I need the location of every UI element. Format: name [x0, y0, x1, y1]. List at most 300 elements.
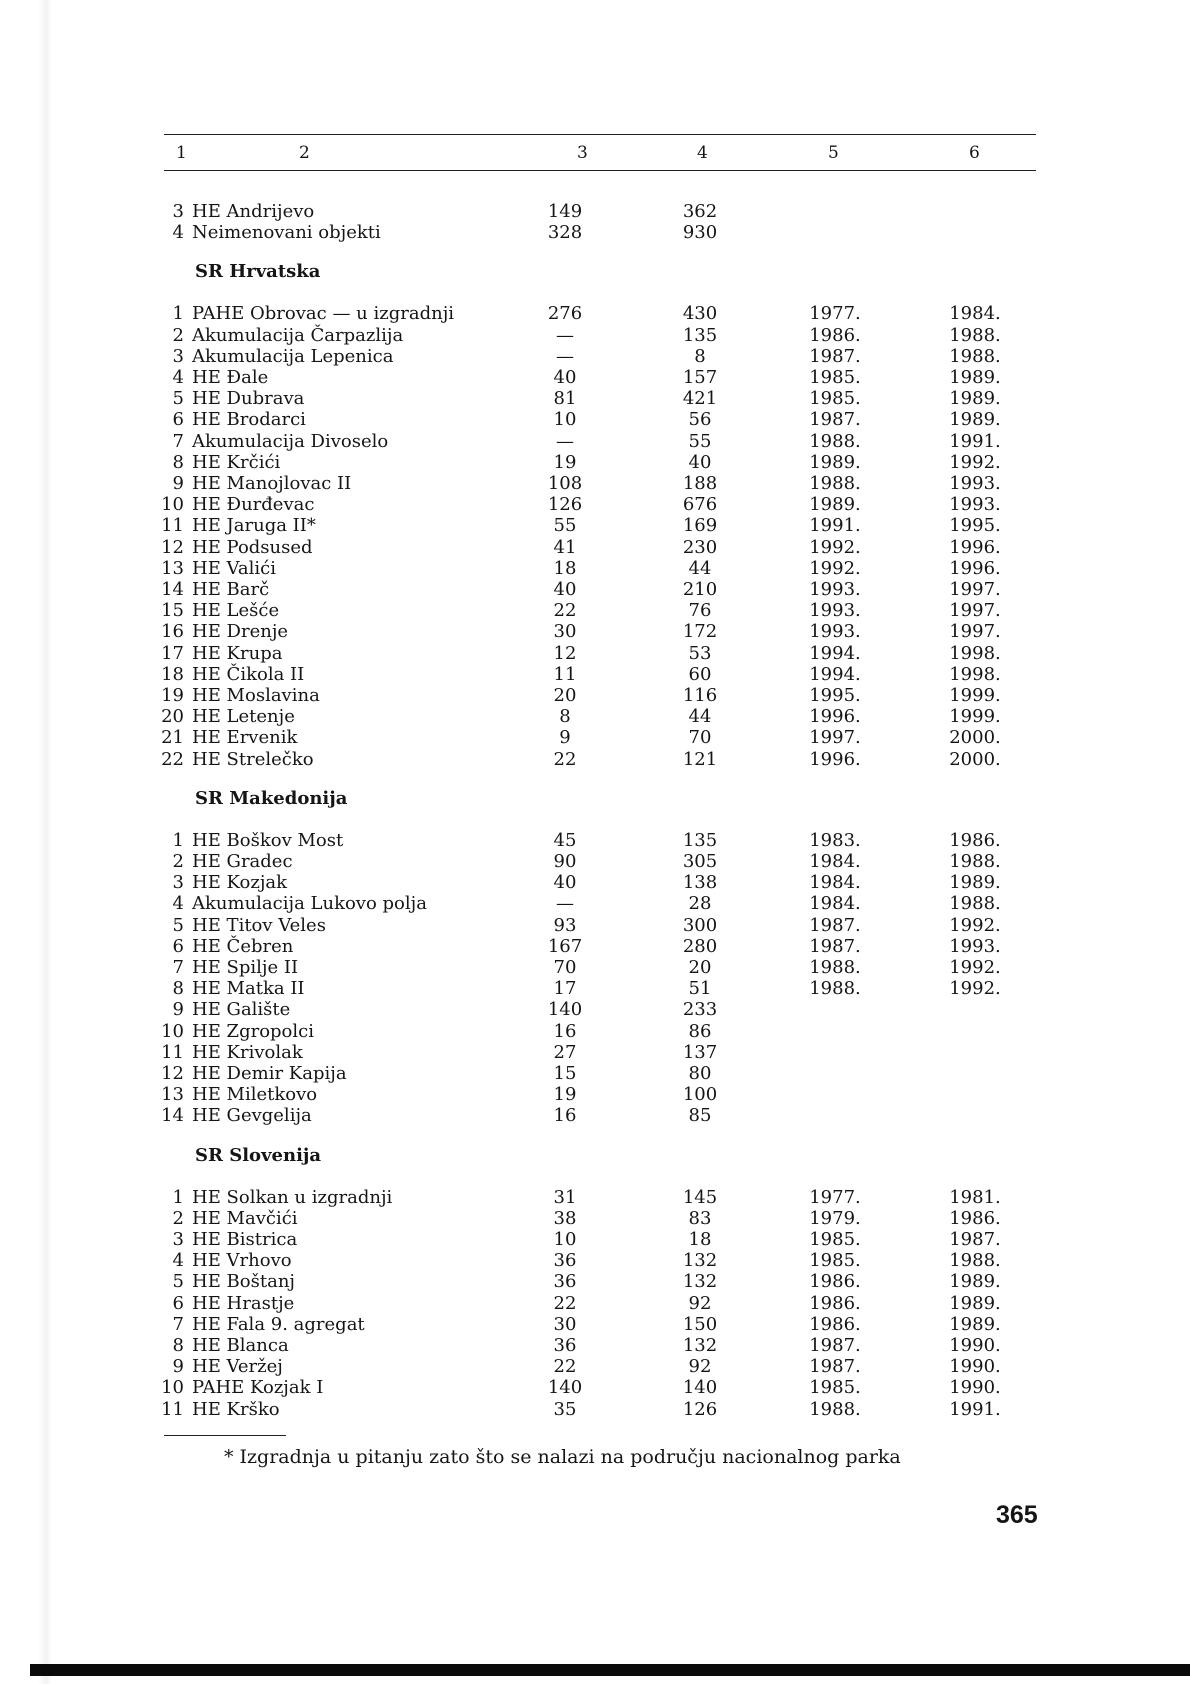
- col-3-value: 22: [553, 1356, 577, 1378]
- object-name: HE Spilje II: [192, 957, 299, 978]
- col-3-value: 22: [553, 600, 577, 622]
- col-5-year: 1988.: [809, 473, 861, 494]
- col-3-value: 40: [553, 367, 577, 388]
- table-row: [0, 727, 1190, 749]
- row-number: 21: [161, 727, 184, 749]
- col-4-value: 100: [682, 1084, 718, 1106]
- col-4-value: 135: [682, 829, 718, 851]
- row-number: 10: [161, 494, 184, 516]
- scan-bottom-bar: [30, 1664, 1190, 1676]
- col-6-year: 1984.: [949, 303, 1001, 325]
- col-3-value: 126: [547, 494, 583, 516]
- col-3-value: 16: [553, 1020, 577, 1042]
- table-row: [0, 1271, 1190, 1293]
- table-row: [0, 643, 1190, 665]
- object-name: HE Kozjak: [192, 872, 288, 894]
- table-row: [0, 706, 1190, 728]
- table-row: [0, 325, 1190, 347]
- col-3-value: 30: [553, 1313, 577, 1335]
- table-row: [0, 1187, 1190, 1209]
- col-4-value: 116: [682, 685, 718, 706]
- table-row: [0, 1250, 1190, 1272]
- table-row: [0, 1377, 1190, 1399]
- row-number: 6: [172, 409, 184, 431]
- col-3-value: 10: [553, 409, 577, 431]
- col-4-value: 20: [688, 957, 712, 978]
- object-name: HE Krupa: [192, 642, 283, 664]
- table-row: [0, 1293, 1190, 1315]
- col-6-year: 1992.: [949, 978, 1001, 1000]
- object-name: HE Drenje: [192, 621, 289, 643]
- object-name: HE Hrastje: [192, 1292, 295, 1314]
- col-4-value: 80: [688, 1063, 712, 1084]
- col-3-value: 22: [553, 748, 577, 770]
- object-name: HE Moslavina: [192, 685, 320, 706]
- object-name: HE Fala 9. agregat: [192, 1313, 365, 1335]
- col-6-year: 1989.: [949, 1292, 1001, 1314]
- col-5-year: 1997.: [809, 727, 861, 749]
- row-number: 3: [172, 345, 184, 367]
- object-name: HE Čikola II: [192, 663, 305, 685]
- header-col-4: 4: [697, 143, 708, 163]
- header-col-1: 1: [176, 143, 187, 163]
- col-3-value: 22: [553, 1292, 577, 1314]
- col-5-year: 1985.: [809, 367, 861, 388]
- row-number: 10: [161, 1020, 184, 1042]
- col-5-year: 1986.: [809, 324, 861, 346]
- table-row: [0, 222, 1190, 244]
- object-name: Akumulacija Lepenica: [192, 345, 394, 367]
- col-3-value: 38: [553, 1207, 577, 1229]
- table-row: [0, 1356, 1190, 1378]
- table-row: [0, 978, 1190, 1000]
- col-4-value: 44: [688, 706, 712, 728]
- col-6-year: 2000.: [949, 727, 1001, 749]
- col-3-value: 90: [553, 851, 577, 872]
- col-4-value: 92: [688, 1356, 712, 1378]
- object-name: HE Veržej: [192, 1356, 283, 1378]
- row-number: 8: [172, 451, 184, 473]
- object-name: HE Gradec: [192, 851, 293, 872]
- col-4-value: 126: [682, 1398, 718, 1420]
- table-row: [0, 999, 1190, 1021]
- col-6-year: 1993.: [949, 935, 1001, 957]
- row-number: 1: [172, 1186, 184, 1208]
- col-4-value: 230: [682, 536, 718, 558]
- col-5-year: 1989.: [809, 494, 861, 516]
- row-number: 10: [161, 1377, 184, 1399]
- col-4-value: 85: [688, 1105, 712, 1127]
- col-6-year: 1987.: [949, 1229, 1001, 1250]
- object-name: HE Galište: [192, 999, 291, 1021]
- object-name: HE Manojlovac II: [192, 473, 352, 494]
- object-name: HE Podsused: [192, 536, 313, 558]
- col-6-year: 1990.: [949, 1335, 1001, 1356]
- col-4-value: 28: [688, 893, 712, 915]
- col-4-value: 210: [682, 579, 718, 600]
- table-row: [0, 664, 1190, 686]
- object-name: HE Blanca: [192, 1335, 289, 1356]
- col-4-value: 172: [682, 621, 718, 643]
- table-row: [0, 1229, 1190, 1251]
- col-6-year: 1997.: [949, 600, 1001, 622]
- col-6-year: 1991.: [949, 430, 1001, 452]
- col-4-value: 140: [682, 1377, 718, 1399]
- object-name: Akumulacija Divoselo: [192, 430, 389, 452]
- col-6-year: 1999.: [949, 706, 1001, 728]
- row-number: 5: [172, 914, 184, 936]
- col-5-year: 1992.: [809, 557, 861, 579]
- page-number: 365: [996, 1501, 1038, 1529]
- col-4-value: 421: [682, 388, 718, 410]
- object-name: HE Jaruga II*: [192, 515, 316, 537]
- object-name: HE Lešće: [192, 600, 280, 622]
- row-number: 12: [161, 536, 184, 558]
- col-4-value: 430: [682, 303, 718, 325]
- col-5-year: 1996.: [809, 706, 861, 728]
- row-number: 4: [172, 367, 184, 388]
- object-name: HE Krčići: [192, 451, 281, 473]
- object-name: HE Demir Kapija: [192, 1063, 347, 1084]
- col-3-value: 11: [553, 663, 577, 685]
- col-6-year: 1989.: [949, 388, 1001, 410]
- table-row: [0, 431, 1190, 453]
- col-5-year: 1988.: [809, 957, 861, 978]
- table-row: [0, 1063, 1190, 1085]
- row-number: 3: [172, 1229, 184, 1250]
- header-col-6: 6: [969, 143, 980, 163]
- object-name: Akumulacija Lukovo polja: [192, 893, 427, 915]
- table-row: [0, 303, 1190, 325]
- row-number: 18: [161, 663, 184, 685]
- object-name: HE Mavčići: [192, 1207, 298, 1229]
- col-6-year: 1988.: [949, 851, 1001, 872]
- col-4-value: 137: [682, 1041, 718, 1063]
- object-name: HE Boštanj: [192, 1271, 295, 1293]
- section-title: SR Hrvatska: [195, 261, 321, 283]
- col-5-year: 1986.: [809, 1313, 861, 1335]
- col-3-value: 10: [553, 1229, 577, 1250]
- col-4-value: 56: [688, 409, 712, 431]
- row-number: 2: [172, 1207, 184, 1229]
- col-6-year: 1988.: [949, 893, 1001, 915]
- row-number: 11: [161, 1041, 184, 1063]
- row-number: 11: [161, 515, 184, 537]
- footnote: * Izgradnja u pitanju zato što se nalazi na području nacionalnog parka: [224, 1446, 901, 1468]
- col-5-year: 1985.: [809, 1250, 861, 1272]
- object-name: PAHE Obrovac — u izgradnji: [192, 303, 455, 325]
- col-4-value: 121: [682, 748, 718, 770]
- col-6-year: 1988.: [949, 324, 1001, 346]
- object-name: HE Letenje: [192, 706, 295, 728]
- col-3-value: 8: [559, 706, 571, 728]
- row-number: 22: [161, 748, 184, 770]
- row-number: 20: [161, 706, 184, 728]
- table-row: [0, 473, 1190, 495]
- row-number: 5: [172, 1271, 184, 1293]
- object-name: HE Solkan u izgradnji: [192, 1186, 393, 1208]
- col-3-value: —: [556, 345, 574, 367]
- col-3-value: 140: [547, 1377, 583, 1399]
- header-col-3: 3: [577, 143, 588, 163]
- table-row: [0, 915, 1190, 937]
- col-6-year: 1996.: [949, 536, 1001, 558]
- col-3-value: 17: [553, 978, 577, 1000]
- col-5-year: 1987.: [809, 1356, 861, 1378]
- object-name: HE Bistrica: [192, 1229, 298, 1250]
- object-name: Akumulacija Čarpazlija: [192, 324, 404, 346]
- object-name: PAHE Kozjak I: [192, 1377, 324, 1399]
- col-6-year: 1999.: [949, 685, 1001, 706]
- col-5-year: 1984.: [809, 851, 861, 872]
- row-number: 7: [172, 957, 184, 978]
- col-5-year: 1985.: [809, 1229, 861, 1250]
- table-row: [0, 558, 1190, 580]
- col-3-value: 20: [553, 685, 577, 706]
- col-6-year: 1989.: [949, 1313, 1001, 1335]
- col-4-value: 233: [682, 999, 718, 1021]
- col-4-value: 138: [682, 872, 718, 894]
- col-5-year: 1992.: [809, 536, 861, 558]
- col-3-value: 40: [553, 872, 577, 894]
- col-3-value: —: [556, 324, 574, 346]
- col-4-value: 300: [682, 914, 718, 936]
- col-3-value: 31: [553, 1186, 577, 1208]
- col-6-year: 1988.: [949, 1250, 1001, 1272]
- row-number: 19: [161, 685, 184, 706]
- col-6-year: 1986.: [949, 1207, 1001, 1229]
- object-name: HE Brodarci: [192, 409, 306, 431]
- col-5-year: 1977.: [809, 303, 861, 325]
- object-name: HE Dubrava: [192, 388, 305, 410]
- table-row: [0, 1335, 1190, 1357]
- object-name: HE Miletkovo: [192, 1084, 318, 1106]
- col-3-value: 108: [547, 473, 583, 494]
- row-number: 9: [172, 473, 184, 494]
- col-6-year: 2000.: [949, 748, 1001, 770]
- col-5-year: 1986.: [809, 1292, 861, 1314]
- header-col-2: 2: [299, 143, 310, 163]
- col-6-year: 1989.: [949, 367, 1001, 388]
- table-row: [0, 494, 1190, 516]
- col-3-value: 18: [553, 557, 577, 579]
- row-number: 16: [161, 621, 184, 643]
- col-4-value: 44: [688, 557, 712, 579]
- table-row: [0, 1084, 1190, 1106]
- col-3-value: 140: [547, 999, 583, 1021]
- object-name: HE Đale: [192, 367, 269, 388]
- row-number: 6: [172, 1292, 184, 1314]
- col-6-year: 1989.: [949, 409, 1001, 431]
- col-5-year: 1984.: [809, 872, 861, 894]
- object-name: HE Krško: [192, 1398, 280, 1420]
- col-4-value: 40: [688, 451, 712, 473]
- col-5-year: 1991.: [809, 515, 861, 537]
- table-row: [0, 830, 1190, 852]
- col-4-value: 280: [682, 935, 718, 957]
- row-number: 13: [161, 557, 184, 579]
- col-5-year: 1979.: [809, 1207, 861, 1229]
- col-3-value: 70: [553, 957, 577, 978]
- col-6-year: 1996.: [949, 557, 1001, 579]
- col-4-value: 145: [682, 1186, 718, 1208]
- col-4-value: 305: [682, 851, 718, 872]
- table-row: [0, 367, 1190, 389]
- col-4-value: 362: [682, 201, 718, 222]
- col-5-year: 1986.: [809, 1271, 861, 1293]
- col-4-value: 930: [682, 222, 718, 244]
- row-number: 2: [172, 324, 184, 346]
- col-4-value: 55: [688, 430, 712, 452]
- col-3-value: 19: [553, 1084, 577, 1106]
- table-row: [0, 537, 1190, 559]
- object-name: HE Zgropolci: [192, 1020, 314, 1042]
- table-row: [0, 851, 1190, 873]
- table-row: [0, 1021, 1190, 1043]
- table-row: [0, 346, 1190, 368]
- table-row: [0, 388, 1190, 410]
- col-5-year: 1989.: [809, 451, 861, 473]
- col-5-year: 1983.: [809, 829, 861, 851]
- row-number: 4: [172, 893, 184, 915]
- row-number: 15: [161, 600, 184, 622]
- col-4-value: 169: [682, 515, 718, 537]
- table-row: [0, 872, 1190, 894]
- col-5-year: 1988.: [809, 1398, 861, 1420]
- col-4-value: 18: [688, 1229, 712, 1250]
- object-name: HE Gevgelija: [192, 1105, 312, 1127]
- table-row: [0, 936, 1190, 958]
- col-5-year: 1977.: [809, 1186, 861, 1208]
- row-number: 3: [172, 201, 184, 222]
- object-name: HE Ervenik: [192, 727, 298, 749]
- row-number: 4: [172, 1250, 184, 1272]
- col-4-value: 188: [682, 473, 718, 494]
- row-number: 8: [172, 978, 184, 1000]
- col-5-year: 1985.: [809, 1377, 861, 1399]
- col-3-value: 81: [553, 388, 577, 410]
- col-3-value: 15: [553, 1063, 577, 1084]
- col-5-year: 1994.: [809, 663, 861, 685]
- col-5-year: 1993.: [809, 621, 861, 643]
- table-row: [0, 685, 1190, 707]
- row-number: 6: [172, 935, 184, 957]
- col-4-value: 92: [688, 1292, 712, 1314]
- col-3-value: 35: [553, 1398, 577, 1420]
- object-name: HE Krivolak: [192, 1041, 303, 1063]
- col-3-value: 36: [553, 1250, 577, 1272]
- table-row: [0, 515, 1190, 537]
- col-3-value: 40: [553, 579, 577, 600]
- table-row: [0, 1042, 1190, 1064]
- col-6-year: 1990.: [949, 1377, 1001, 1399]
- row-number: 1: [172, 303, 184, 325]
- col-6-year: 1992.: [949, 914, 1001, 936]
- table-row: [0, 579, 1190, 601]
- row-number: 17: [161, 642, 184, 664]
- col-4-value: 132: [682, 1250, 718, 1272]
- col-4-value: 157: [682, 367, 718, 388]
- col-6-year: 1981.: [949, 1186, 1001, 1208]
- col-6-year: 1995.: [949, 515, 1001, 537]
- col-3-value: 93: [553, 914, 577, 936]
- col-6-year: 1992.: [949, 451, 1001, 473]
- col-3-value: 19: [553, 451, 577, 473]
- col-3-value: 45: [553, 829, 577, 851]
- table-row: [0, 1105, 1190, 1127]
- col-5-year: 1987.: [809, 935, 861, 957]
- col-5-year: 1996.: [809, 748, 861, 770]
- object-name: HE Čebren: [192, 935, 294, 957]
- col-5-year: 1988.: [809, 978, 861, 1000]
- col-6-year: 1986.: [949, 829, 1001, 851]
- col-6-year: 1998.: [949, 642, 1001, 664]
- col-3-value: 27: [553, 1041, 577, 1063]
- col-6-year: 1989.: [949, 872, 1001, 894]
- row-number: 1: [172, 829, 184, 851]
- col-6-year: 1998.: [949, 663, 1001, 685]
- table-row: [0, 201, 1190, 223]
- table-header-rule: [164, 170, 1036, 171]
- col-3-value: —: [556, 430, 574, 452]
- row-number: 11: [161, 1398, 184, 1420]
- row-number: 9: [172, 999, 184, 1021]
- object-name: HE Vrhovo: [192, 1250, 292, 1272]
- col-3-value: 328: [547, 222, 583, 244]
- col-3-value: 276: [547, 303, 583, 325]
- object-name: HE Titov Veles: [192, 914, 326, 936]
- section-title: SR Makedonija: [195, 787, 348, 809]
- row-number: 8: [172, 1335, 184, 1356]
- row-number: 5: [172, 388, 184, 410]
- row-number: 14: [161, 1105, 184, 1127]
- object-name: HE Strelečko: [192, 748, 314, 770]
- object-name: HE Barč: [192, 579, 270, 600]
- object-name: HE Đurđevac: [192, 494, 315, 516]
- table-row: [0, 1208, 1190, 1230]
- section-title: SR Slovenija: [195, 1144, 322, 1166]
- col-4-value: 51: [688, 978, 712, 1000]
- col-3-value: 30: [553, 621, 577, 643]
- object-name: HE Andrijevo: [192, 201, 315, 222]
- table-top-rule: [164, 134, 1036, 135]
- table-row: [0, 409, 1190, 431]
- col-5-year: 1993.: [809, 579, 861, 600]
- col-4-value: 150: [682, 1313, 718, 1335]
- col-5-year: 1985.: [809, 388, 861, 410]
- col-6-year: 1997.: [949, 579, 1001, 600]
- row-number: 14: [161, 579, 184, 600]
- col-4-value: 70: [688, 727, 712, 749]
- table-row: [0, 893, 1190, 915]
- object-name: HE Boškov Most: [192, 829, 344, 851]
- col-3-value: 41: [553, 536, 577, 558]
- col-6-year: 1990.: [949, 1356, 1001, 1378]
- header-col-5: 5: [828, 143, 839, 163]
- object-name: HE Matka II: [192, 978, 305, 1000]
- col-3-value: 9: [559, 727, 571, 749]
- table-row: [0, 621, 1190, 643]
- col-5-year: 1984.: [809, 893, 861, 915]
- footnote-rule: [164, 1435, 286, 1436]
- col-6-year: 1991.: [949, 1398, 1001, 1420]
- col-3-value: 167: [547, 935, 583, 957]
- col-4-value: 676: [682, 494, 718, 516]
- col-3-value: 36: [553, 1271, 577, 1293]
- col-6-year: 1988.: [949, 345, 1001, 367]
- col-6-year: 1997.: [949, 621, 1001, 643]
- col-5-year: 1987.: [809, 345, 861, 367]
